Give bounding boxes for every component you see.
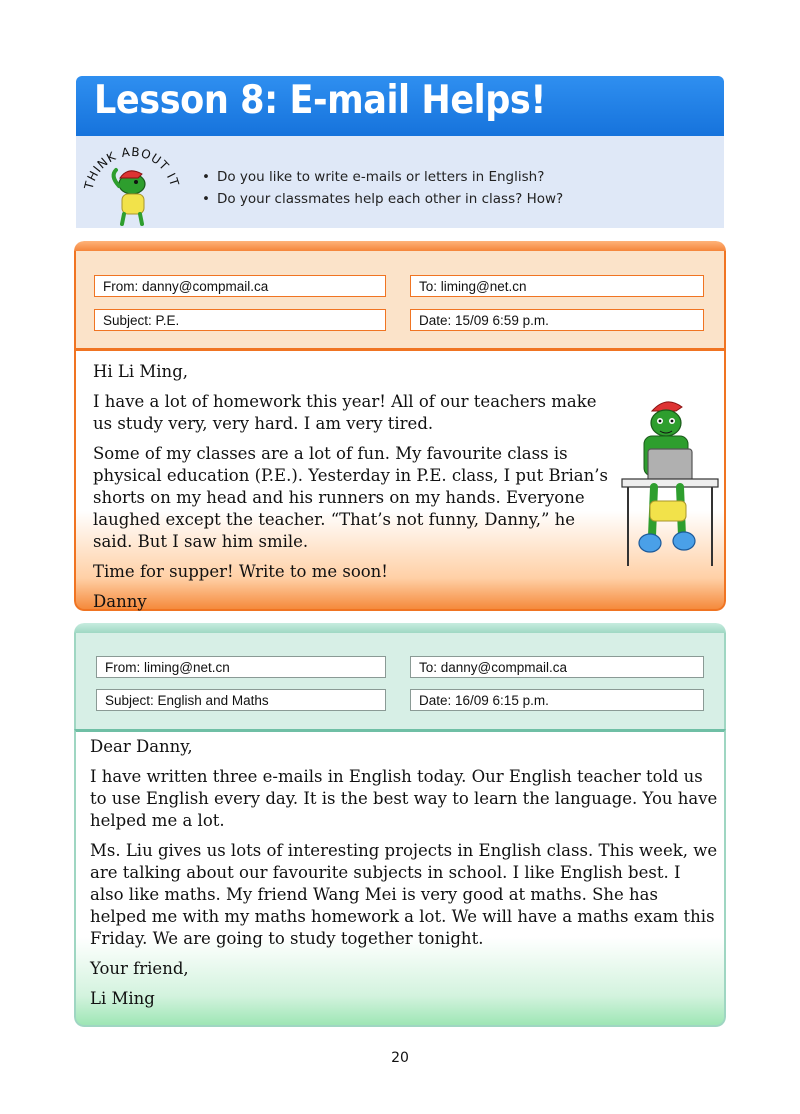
email-date-field: Date: 15/09 6:59 p.m. [410,309,704,331]
email-to-field: To: danny@compmail.ca [410,656,704,678]
email-header [74,633,726,729]
question-item: • Do your classmates help each other in class? How? [202,188,563,210]
lesson-title: Lesson 8: E-mail Helps! [94,78,546,123]
think-about-it-panel [76,136,724,228]
email-message [93,361,615,611]
email-closing: Your friend, [90,959,189,978]
email-liming-to-danny [74,623,726,1027]
email-subject-field: Subject: English and Maths [96,689,386,711]
dinosaur-at-computer-icon [614,391,724,576]
email-greeting: Hi Li Ming, [93,362,188,381]
question-item: • Do you like to write e-mails or letters in English? [202,166,563,188]
discussion-questions [202,166,563,210]
email-message [90,736,718,1010]
saluting-dinosaur-icon [114,170,145,224]
email-paragraph: Some of my classes are a lot of fun. My favourite class is physical education (P.E.). Yesterday in P.E. class, I put Brian’s shorts on my head and his runners on my hands. Everyone laughed except the teacher. “That’s not funny, Danny,” he said. But I saw him smile. [93,444,608,551]
email-subject-field: Subject: P.E. [94,309,386,331]
think-about-it-label: THINK ABOUT IT [81,144,182,191]
email-from-field: From: liming@net.cn [96,656,386,678]
email-from-field: From: danny@compmail.ca [94,275,386,297]
email-signature: Li Ming [90,989,155,1008]
email-signature: Danny [93,592,147,611]
email-paragraph: I have a lot of homework this year! All of our teachers make us study very, very hard. I am very tired. [93,392,597,433]
email-date-field: Date: 16/09 6:15 p.m. [410,689,704,711]
email-greeting: Dear Danny, [90,737,193,756]
email-to-field: To: liming@net.cn [410,275,704,297]
think-about-it-badge [76,136,186,228]
email-header [74,251,726,348]
lesson-title-banner [76,76,724,136]
page-number: 20 [391,1050,409,1066]
email-paragraph: I have written three e-mails in English today. Our English teacher told us to use English every day. It is the best way to learn the language. You have helped me a lot. [90,767,718,830]
email-danny-to-liming [74,241,726,611]
email-paragraph: Ms. Liu gives us lots of interesting projects in English class. This week, we are talking about our favourite subjects in school. I like English best. I also like maths. My friend Wang Mei is very good at maths. She has helped me with my maths homework a lot. We will have a maths exam this Friday. We are going to study together tonight. [90,841,718,948]
email-paragraph: Time for supper! Write to me soon! [93,562,388,581]
